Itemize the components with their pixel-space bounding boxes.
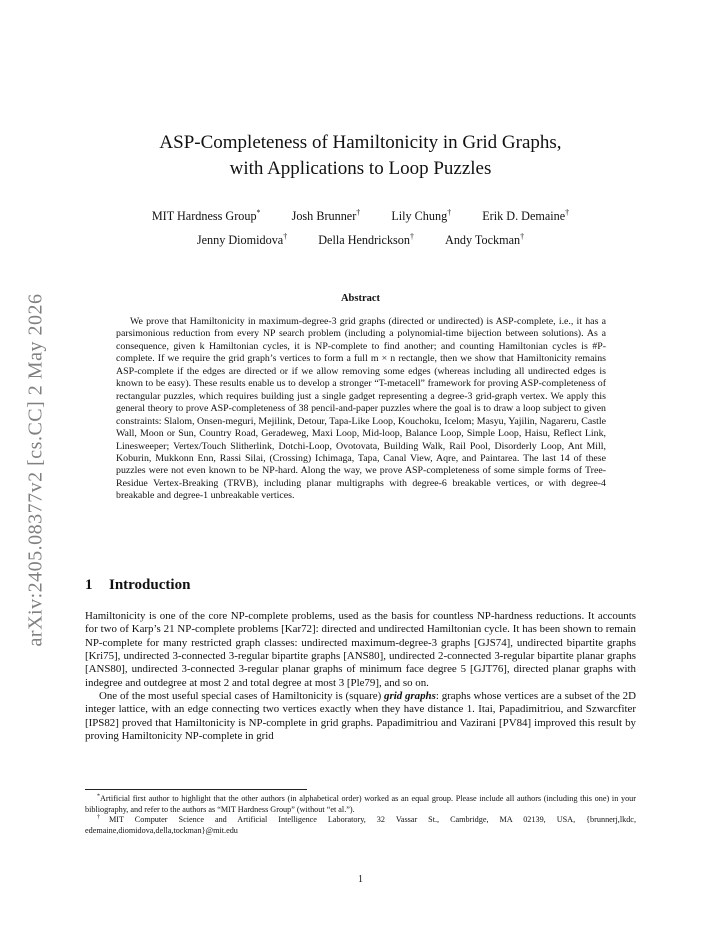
abstract-text: We prove that Hamiltonicity in maximum-degree-3 grid graphs (directed or undirected) is ASP-complete, i.e., it has a parsimonious reduction from every NP search problem (including a polynomial-time bijection between solutions). As a consequence, given k Hamiltonian cycles, it is NP-complete to find another; and counting Hamiltonian cycles is #P-complete. If we require the grid graph’s vertices to form a full m × n rectangle, then we show that Hamiltonicity remains ASP-complete if the edges are directed or if we allow removing some edges (whereas including all undirected edges is known to be easy). These results enable us to develop a stronger “T-metacell” framework for proving ASP-completeness of rectangular puzzles, which requires building just a single gadget representing a degree-3 grid-graph vertex. We apply this general theory to prove ASP-completeness of 38 pencil-and-paper puzzles where the goal is to draw a loop subject to given constraints: Slalom, Onsen-meguri, Mejilink, Detour, Tapa-Like Loop, Kouchoku, Icelom; Masyu, Yajilin, Nagareru, Castle Wall, Moon or Sun, Country Road, Geradeweg, Maxi Loop, Mid-loop, Balance Loop, Simple Loop, Haisu, Reflect Link, Linesweeper; Vertex/Touch Slitherlink, Dotchi-Loop, Ovotovata, Building Walk, Rail Pool, Disorderly Loop, Ant Mill, Koburin, Mukkonn Enn, Rassi Silai, (Crossing) Ichimaga, Tapa, Canal View, Aqre, and Paintarea. The last 14 of these puzzles were not even known to be NP-hard. Along the way, we prove ASP-completeness of some simple forms of Tree-Residue Vertex-Breaking (TRVB), including planar multigraphs with degree-6 breakable vertices, or with degree-4 breakable and degree-1 unbreakable vertices.: [116, 316, 606, 502]
arxiv-id: arXiv:2405.08377v2 [cs.CC] 2 May 2026: [24, 293, 47, 647]
paper-title: [85, 130, 636, 182]
author: Lily Chung†: [391, 207, 452, 223]
author: Della Hendrickson†: [318, 231, 414, 247]
section-title: Introduction: [109, 577, 191, 593]
author: Josh Brunner†: [291, 207, 361, 223]
title-line-2: with Applications to Loop Puzzles: [229, 158, 492, 179]
emphasis-grid-graphs: grid graphs: [384, 690, 436, 703]
author-row-1: [85, 204, 636, 228]
author: Jenny Diomidova†: [196, 231, 288, 247]
footnote-1: *Artificial first author to highlight that the other authors (in alphabetical order) worked as an equal group. Please include all authors (including this one) in your bibliography, and refer to the authors as “MIT Hardness Group” (without “et al.”).: [85, 793, 636, 814]
title-line-1: ASP-Completeness of Hamiltonicity in Grid Graphs,: [159, 132, 562, 153]
footnotes: [85, 794, 636, 836]
author: Andy Tockman†: [445, 231, 525, 247]
footnote-2: †MIT Computer Science and Artificial Intelligence Laboratory, 32 Vassar St., Cambridge, MA 02139, USA, {brunnerj,lkdc, edemaine,diomidova,della,tockman}@mit.edu: [85, 814, 636, 835]
author: Erik D. Demaine†: [482, 207, 570, 223]
intro-paragraph-1: Hamiltonicity is one of the core NP-complete problems, used as the basis for countless NP-hardness reductions. It accounts for two of Karp’s 21 NP-complete problems [Kar72]: directed and undirected Hamiltonian cycle. It has been shown to remain NP-complete for many restricted graph classes: undirected maximum-degree-3 graphs [GJS74], undirected bipartite graphs [Kri75], undirected 3-connected 3-regular bipartite graphs [ANS80], undirected 2-connected 3-regular bipartite planar graphs [ANS80], undirected 3-connected 3-regular planar graphs of minimum face degree 5 [GJT76], directed planar graphs with indegree and outdegree at most 2 and total degree at most 3 [Ple79], and so on.: [85, 610, 636, 689]
intro-paragraph-2: One of the most useful special cases of Hamiltonicity is (square) grid graphs: graphs whose vertices are a subset of the 2D integer lattice, with an edge connecting two vertices exactly when they have distance 1. Itai, Papadimitriou, and Szwarcfiter [IPS82] proved that Hamiltonicity is NP-complete in grid graphs. Papadimitriou and Vazirani [PV84] improved this result by proving Hamiltonicity NP-complete in grid: [85, 690, 636, 743]
author-list: [85, 204, 636, 252]
abstract-heading: Abstract: [340, 293, 381, 304]
section-number: 1: [85, 577, 93, 593]
section-heading: [85, 577, 190, 594]
intro-body: [85, 610, 636, 743]
arxiv-sidebar-stamp: [24, 260, 48, 680]
author-row-2: [85, 228, 636, 252]
footnote-rule: [85, 789, 307, 790]
page-number: 1: [358, 874, 363, 885]
author: MIT Hardness Group*: [151, 207, 261, 223]
